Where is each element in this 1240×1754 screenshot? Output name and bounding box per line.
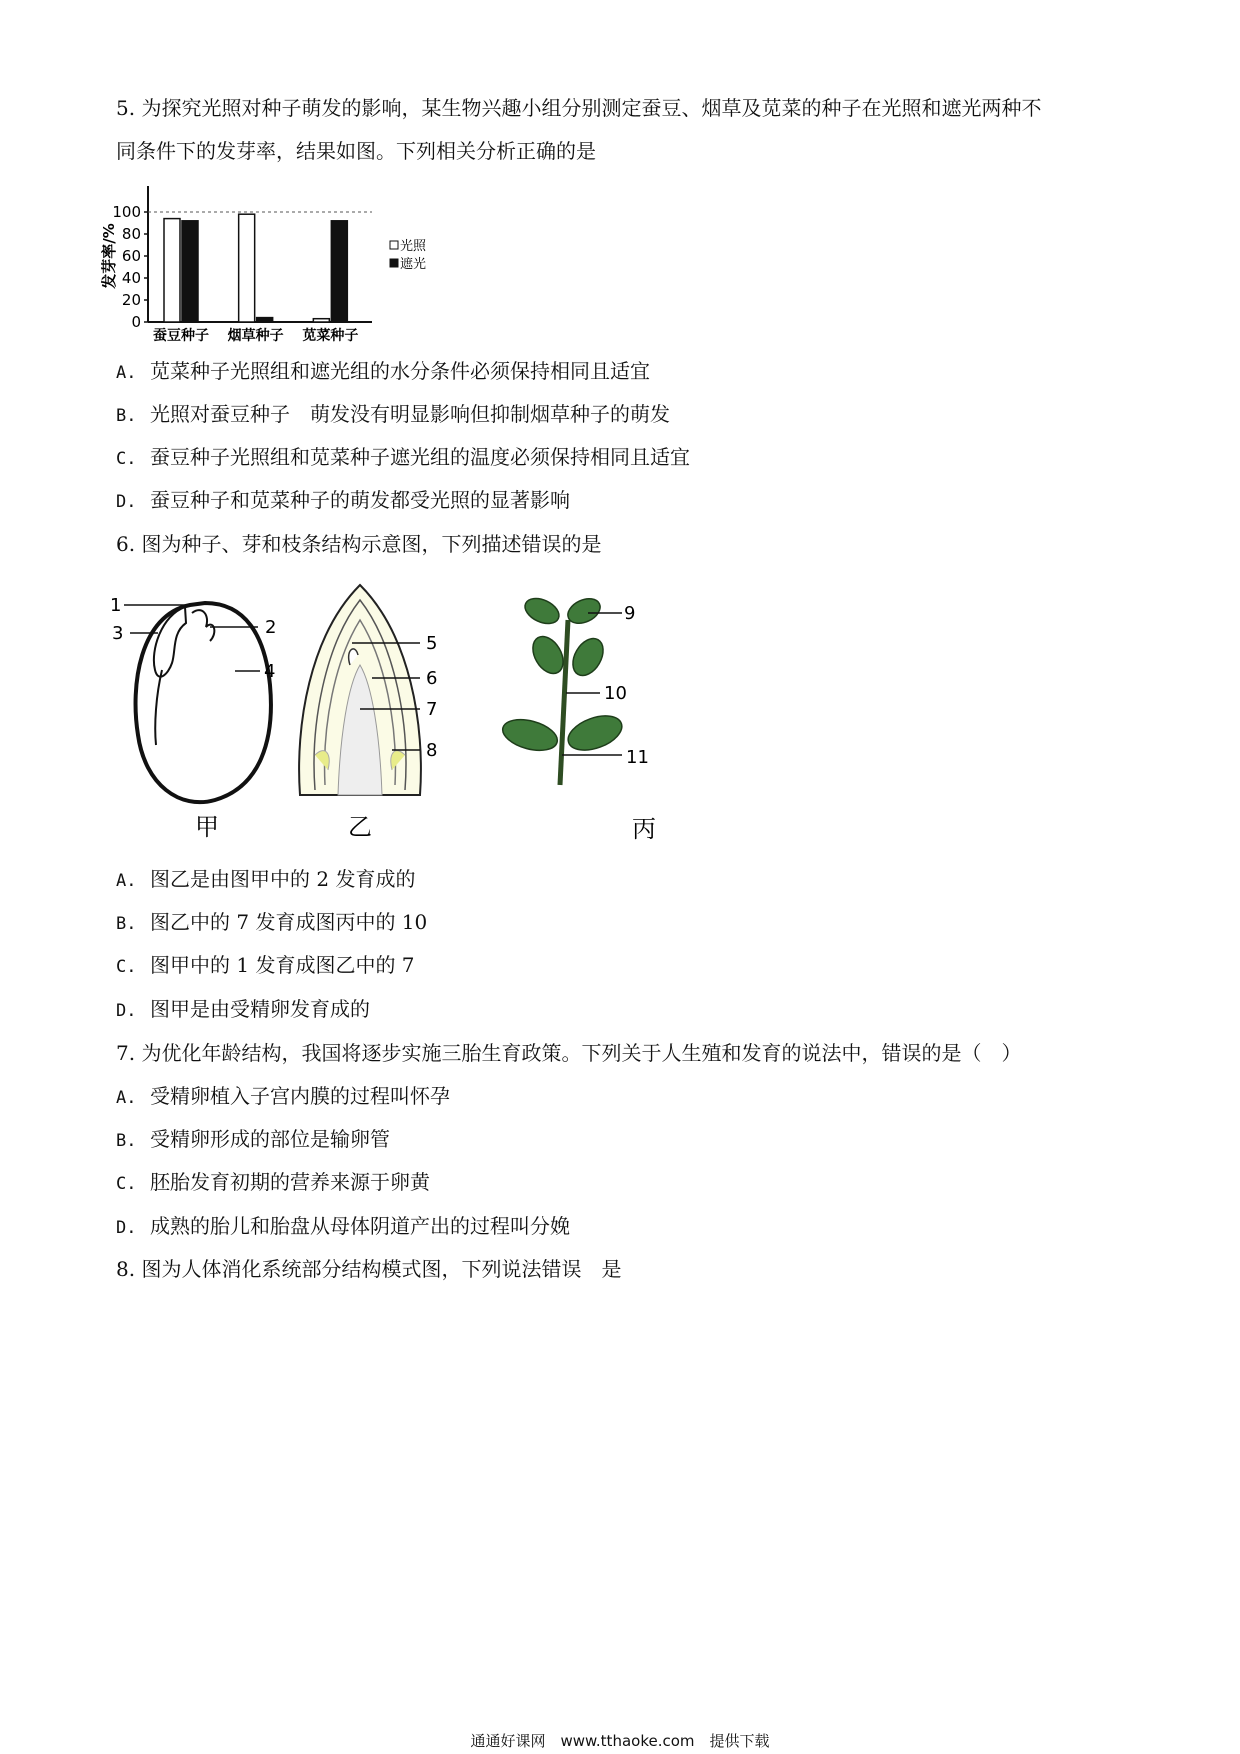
- option-letter: C.: [116, 449, 137, 469]
- option-letter: B.: [116, 1131, 137, 1151]
- q5-option-b[interactable]: [116, 400, 670, 430]
- germination-chart-svg: [100, 182, 460, 382]
- bar-光照: [164, 219, 180, 322]
- y-tick-label: 100: [112, 203, 141, 221]
- option-letter: A.: [116, 363, 137, 383]
- option-text: 胚胎发育初期的营养来源于卵黄: [150, 1170, 430, 1194]
- y-tick-label: 0: [131, 313, 141, 331]
- option-letter: C.: [116, 957, 137, 977]
- bar-遮光: [182, 221, 198, 322]
- option-text: 蚕豆种子和苋菜种子的萌发都受光照的显著影响: [150, 488, 570, 512]
- structure-figures: [110, 575, 750, 849]
- q7-option-a[interactable]: [116, 1082, 450, 1112]
- option-letter: A.: [116, 1088, 137, 1108]
- caption-bing: 丙: [632, 815, 656, 843]
- q7-option-b[interactable]: [116, 1125, 390, 1155]
- label-5: 5: [426, 633, 438, 654]
- label-6: 6: [426, 668, 438, 689]
- germination-chart: [100, 182, 460, 386]
- caption-yi: 乙: [348, 813, 372, 841]
- page-footer: 通通好课网 www.tthaoke.com 提供下载: [470, 1732, 770, 1750]
- seed-diagram: [110, 595, 276, 841]
- q6-option-b[interactable]: [116, 908, 427, 938]
- leaf: [521, 593, 563, 628]
- leaf: [499, 714, 560, 756]
- leaf: [564, 709, 627, 756]
- q8-stem: 8. 图为人体消化系统部分结构模式图，下列说法错误 是: [116, 1257, 622, 1281]
- y-tick-label: 20: [121, 291, 141, 309]
- option-text: 受精卵植入子宫内膜的过程叫怀孕: [150, 1084, 450, 1108]
- label-4: 4: [264, 661, 276, 682]
- legend-swatch: [390, 259, 398, 267]
- label-3: 3: [112, 623, 124, 644]
- option-text: 图乙中的 7 发育成图丙中的 10: [150, 910, 428, 934]
- q6-stem: 6. 图为种子、芽和枝条结构示意图，下列描述错误的是: [116, 532, 602, 556]
- x-tick-label: 蚕豆种子: [153, 328, 209, 344]
- q6-option-a[interactable]: [116, 865, 415, 895]
- q7-stem: 7. 为优化年龄结构，我国将逐步实施三胎生育政策。下列关于人生殖和发育的说法中，错误的是（ ）: [116, 1041, 1022, 1065]
- option-text: 苋菜种子光照组和遮光组的水分条件必须保持相同且适宜: [150, 359, 650, 383]
- legend-label: 光照: [400, 239, 427, 254]
- q7-option-c[interactable]: [116, 1168, 430, 1198]
- option-letter: B.: [116, 914, 137, 934]
- option-letter: A.: [116, 871, 137, 891]
- y-tick-label: 40: [121, 269, 141, 287]
- option-text: 蚕豆种子光照组和苋菜种子遮光组的温度必须保持相同且适宜: [150, 445, 690, 469]
- q5-option-a[interactable]: [116, 357, 650, 387]
- option-letter: B.: [116, 406, 137, 426]
- stem: [560, 620, 568, 785]
- option-letter: D.: [116, 492, 137, 512]
- x-tick-label: 苋菜种子: [302, 328, 359, 344]
- q5-stem-line1: 5. 为探究光照对种子萌发的影响，某生物兴趣小组分别测定蚕豆、烟草及苋菜的种子在光照和遮光两种不: [116, 96, 1042, 120]
- legend-swatch: [390, 241, 398, 249]
- q6-option-c[interactable]: [116, 951, 415, 981]
- leaf: [567, 633, 610, 681]
- bar-光照: [313, 319, 329, 322]
- q5-stem-line2: 同条件下的发芽率，结果如图。下列相关分析正确的是: [116, 139, 596, 163]
- label-7: 7: [426, 699, 438, 720]
- label-11: 11: [626, 747, 649, 768]
- label-1: 1: [110, 595, 122, 616]
- caption-jia: 甲: [195, 813, 219, 841]
- x-tick-label: 烟草种子: [227, 328, 284, 344]
- bud-diagram: [299, 585, 437, 841]
- option-letter: D.: [116, 1001, 137, 1021]
- bar-遮光: [331, 221, 347, 322]
- option-letter: D.: [116, 1218, 137, 1238]
- bar-遮光: [257, 318, 273, 322]
- option-text: 成熟的胎儿和胎盘从母体阴道产出的过程叫分娩: [150, 1214, 570, 1238]
- bar-光照: [239, 214, 255, 322]
- y-tick-label: 60: [121, 247, 141, 265]
- option-text: 图甲中的 1 发育成图乙中的 7: [150, 953, 415, 977]
- option-text: 光照对蚕豆种子 萌发没有明显影响但抑制烟草种子的萌发: [150, 402, 670, 426]
- legend-label: 遮光: [400, 257, 427, 272]
- leaf: [527, 631, 570, 679]
- branch-diagram: [499, 593, 656, 843]
- option-text: 受精卵形成的部位是输卵管: [150, 1127, 390, 1151]
- label-8: 8: [426, 740, 438, 761]
- label-2: 2: [265, 617, 277, 638]
- y-axis-label: 发芽率/%: [100, 223, 118, 289]
- option-text: 图甲是由受精卵发育成的: [150, 997, 370, 1021]
- y-tick-label: 80: [121, 225, 141, 243]
- label-9: 9: [624, 603, 636, 624]
- q6-option-d[interactable]: [116, 995, 370, 1025]
- q5-option-d[interactable]: [116, 486, 570, 516]
- q7-option-d[interactable]: [116, 1212, 570, 1242]
- label-10: 10: [604, 683, 627, 704]
- option-text: 图乙是由图甲中的 2 发育成的: [150, 867, 416, 891]
- option-letter: C.: [116, 1174, 137, 1194]
- structure-figures-svg: [110, 575, 750, 845]
- q5-option-c[interactable]: [116, 443, 690, 473]
